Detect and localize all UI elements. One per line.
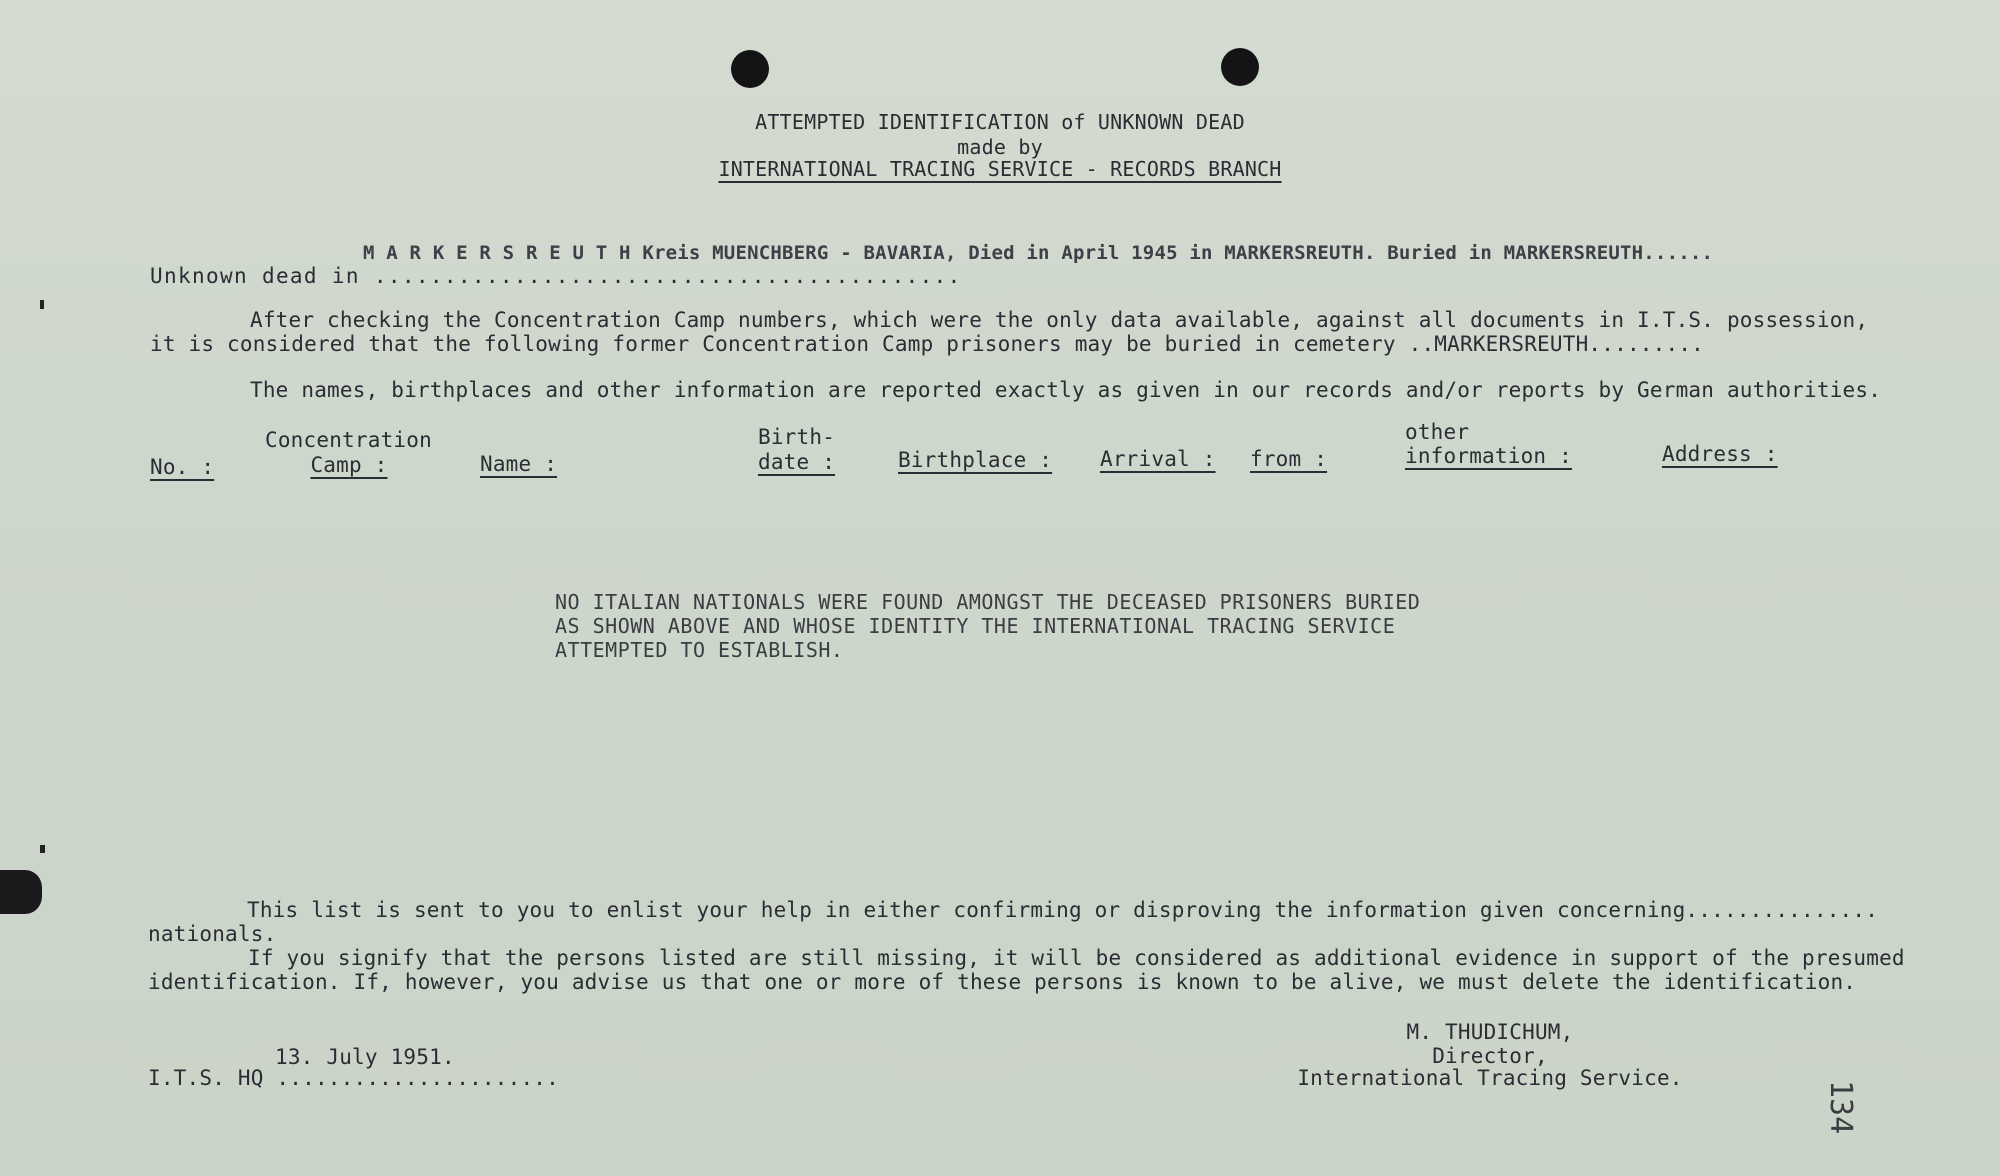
col-header-camp-line1: Concentration (265, 428, 432, 452)
closing-line-2: nationals. (148, 922, 277, 946)
col-header-name: Name : (480, 452, 558, 476)
signatory-name: M. THUDICHUM, (1406, 1020, 1574, 1044)
closing-line-4: identification. If, however, you advise us that one or more of these persons is known to be alive, we must delete the identification. (148, 970, 1857, 994)
col-header-arrival: Arrival : (1100, 447, 1216, 471)
col-header-address: Address : (1662, 442, 1778, 466)
notice-line-1: NO ITALIAN NATIONALS WERE FOUND AMONGST THE DECEASED PRISONERS BURIED (555, 590, 1421, 614)
col-header-birthdate-line1: Birth- (758, 425, 836, 449)
intro-line-2: it is considered that the following former Concentration Camp prisoners may be buried in cemetery ..MARKERSREUTH......... (150, 332, 1705, 356)
header-organisation: INTERNATIONAL TRACING SERVICE - RECORDS BRANCH (718, 157, 1282, 181)
notice-line-2: AS SHOWN ABOVE AND WHOSE IDENTITY THE INTERNATIONAL TRACING SERVICE (555, 614, 1396, 638)
col-header-from: from : (1250, 447, 1328, 471)
col-header-birthplace: Birthplace : (898, 448, 1053, 472)
edge-tick (40, 300, 44, 309)
edge-mark (0, 870, 42, 914)
col-header-camp-line2: Camp : (310, 453, 388, 477)
location-label: Unknown dead in .......................................... (150, 264, 962, 288)
footer-date: 13. July 1951. (275, 1045, 455, 1069)
intro-line-1: After checking the Concentration Camp numbers, which were the only data available, against all documents in I.T.S. possession, (250, 308, 1869, 332)
col-header-other-line1: other (1405, 420, 1470, 444)
notice-line-3: ATTEMPTED TO ESTABLISH. (555, 638, 844, 662)
punch-hole-right (1221, 48, 1259, 86)
col-header-other-line2: information : (1405, 444, 1572, 468)
signatory-organisation: International Tracing Service. (1297, 1066, 1683, 1090)
page-number: 134 (1823, 1080, 1858, 1135)
location-value: M A R K E R S R E U T H Kreis MUENCHBERG - BAVARIA, Died in April 1945 in MARKERSREUTH. Buried in MARKERSREUTH...... (363, 242, 1714, 264)
col-header-no: No. : (150, 455, 215, 479)
closing-line-1: This list is sent to you to enlist your help in either confirming or disproving the information given concerning............... (247, 898, 1879, 922)
col-header-birthdate-line2: date : (758, 450, 836, 474)
punch-hole-left (731, 50, 769, 88)
signatory-title: Director, (1432, 1044, 1548, 1068)
header-subtitle: made by (957, 135, 1043, 159)
edge-tick (40, 845, 45, 853)
closing-line-3: If you signify that the persons listed are still missing, it will be considered as additional evidence in support of the presumed (248, 946, 1905, 970)
intro-paragraph-2: The names, birthplaces and other information are reported exactly as given in our records and/or reports by German authorities. (250, 378, 1882, 402)
footer-place: I.T.S. HQ ...................... (148, 1066, 559, 1090)
header-title: ATTEMPTED IDENTIFICATION of UNKNOWN DEAD (755, 110, 1245, 134)
